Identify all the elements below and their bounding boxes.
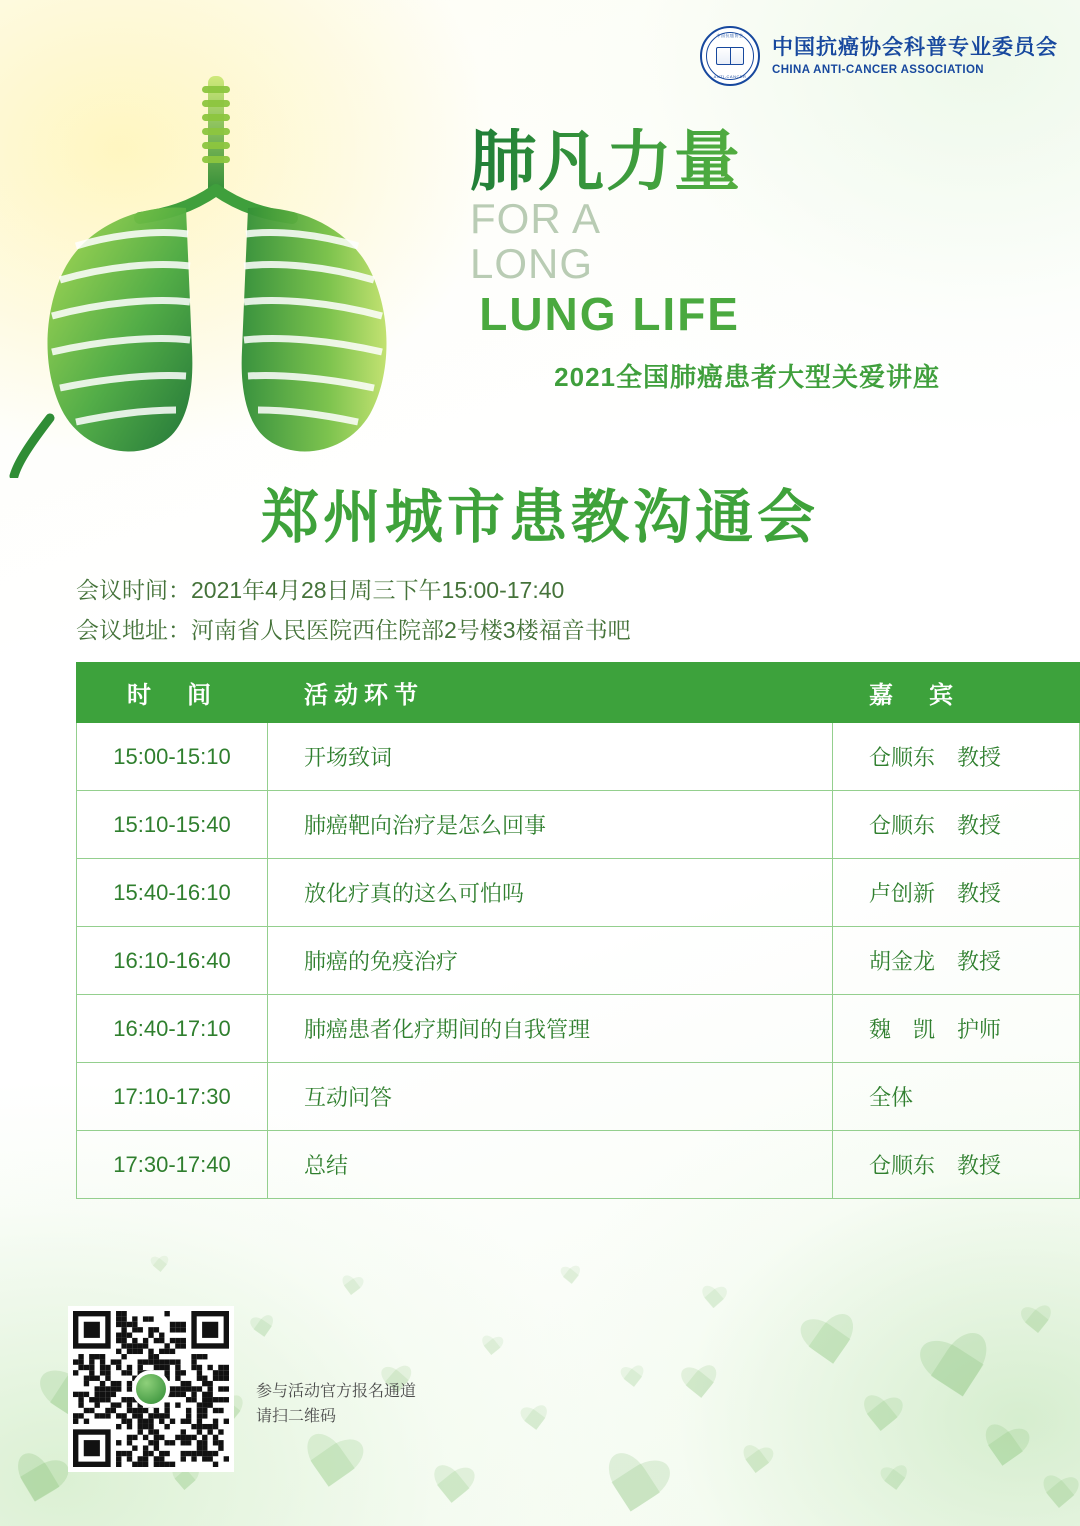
cell-guest: 胡金龙 教授 [833, 927, 1080, 995]
heart-icon [149, 1255, 171, 1277]
cell-guest: 魏 凯 护师 [833, 995, 1080, 1063]
column-header-topic: 活动环节 [268, 663, 833, 723]
heart-icon [913, 1329, 1003, 1419]
cell-guest: 卢创新 教授 [833, 859, 1080, 927]
meeting-address: 会议地址：河南省人民医院西住院部2号楼3楼福音书吧 [76, 617, 631, 644]
table-row [77, 723, 1080, 791]
table-row [77, 791, 1080, 859]
column-header-guest: 嘉 宾 [833, 663, 1080, 723]
heart-icon [1038, 1474, 1080, 1517]
qr-caption [256, 1379, 416, 1430]
heart-icon [878, 1464, 912, 1498]
association-name-en: CHINA ANTI-CANCER ASSOCIATION [772, 63, 984, 76]
qr-center-logo-icon [132, 1370, 170, 1408]
table-row [77, 859, 1080, 927]
page-title: 郑州城市患教沟通会 [260, 485, 819, 550]
cell-time: 17:10-17:30 [77, 1063, 268, 1131]
association-name-cn: 中国抗癌协会科普专业委员会 [772, 36, 1058, 60]
table-row [77, 927, 1080, 995]
cell-guest: 仓顺东 教授 [833, 723, 1080, 791]
heart-icon [248, 1314, 278, 1344]
cell-topic: 肺癌靶向治疗是怎么回事 [268, 791, 833, 859]
cell-topic: 肺癌的免疫治疗 [268, 927, 833, 995]
column-header-time: 时 间 [77, 663, 268, 723]
cell-time: 15:40-16:10 [77, 859, 268, 927]
heart-icon [858, 1394, 906, 1442]
heart-icon [738, 1444, 776, 1482]
brand-title-cn: 肺凡力量 [470, 128, 990, 194]
cell-time: 15:10-15:40 [77, 791, 268, 859]
qr-caption-line1: 参与活动官方报名通道 [256, 1382, 417, 1400]
cell-time: 16:40-17:10 [77, 995, 268, 1063]
heart-icon [479, 1335, 505, 1361]
cell-topic: 放化疗真的这么可怕吗 [268, 859, 833, 927]
cell-topic: 互动问答 [268, 1063, 833, 1131]
heart-icon [4, 1450, 74, 1520]
heart-icon [678, 1364, 722, 1408]
table-row [77, 1063, 1080, 1131]
heart-icon [699, 1285, 729, 1315]
brand-title-en-line3: LUNG LIFE [479, 288, 740, 341]
qr-code-icon[interactable] [68, 1306, 234, 1472]
heart-icon [619, 1365, 648, 1394]
cell-time: 17:30-17:40 [77, 1131, 268, 1199]
heart-icon [593, 1449, 676, 1526]
cell-guest: 仓顺东 教授 [833, 1131, 1080, 1199]
heart-icon [338, 1274, 365, 1301]
heart-icon [1018, 1304, 1055, 1341]
table-header-row [77, 663, 1080, 723]
meeting-time: 会议时间：2021年4月28日周三下午15:00-17:40 [76, 577, 565, 603]
cell-time: 15:00-15:10 [77, 723, 268, 791]
heart-icon [976, 1422, 1034, 1480]
cell-guest: 全体 [833, 1063, 1080, 1131]
qr-caption-line2: 请扫二维码 [256, 1408, 337, 1426]
cell-guest: 仓顺东 教授 [833, 791, 1080, 859]
cell-topic: 开场致词 [268, 723, 833, 791]
heart-icon [295, 1431, 369, 1505]
lungs-ribbon-icon [0, 58, 470, 478]
brand-title-block [470, 124, 990, 394]
association-seal-icon: 中国抗癌协会 ANTI-CANCER [700, 26, 760, 86]
cell-topic: 总结 [268, 1131, 833, 1199]
brand-title-en-line1: FOR A [470, 195, 602, 242]
association-logo [700, 26, 1058, 86]
cell-time: 16:10-16:40 [77, 927, 268, 995]
heart-icon [428, 1464, 479, 1515]
brand-subtitle: 2021全国肺癌患者大型关爱讲座 [554, 362, 940, 393]
table-row [77, 995, 1080, 1063]
table-row [77, 1131, 1080, 1199]
heart-icon [795, 1311, 865, 1381]
agenda-table [76, 662, 1080, 1199]
cell-topic: 肺癌患者化疗期间的自我管理 [268, 995, 833, 1063]
meeting-meta [76, 570, 631, 651]
heart-icon [518, 1404, 552, 1438]
heart-icon [559, 1265, 583, 1289]
brand-title-en-line2: LONG [470, 239, 594, 287]
